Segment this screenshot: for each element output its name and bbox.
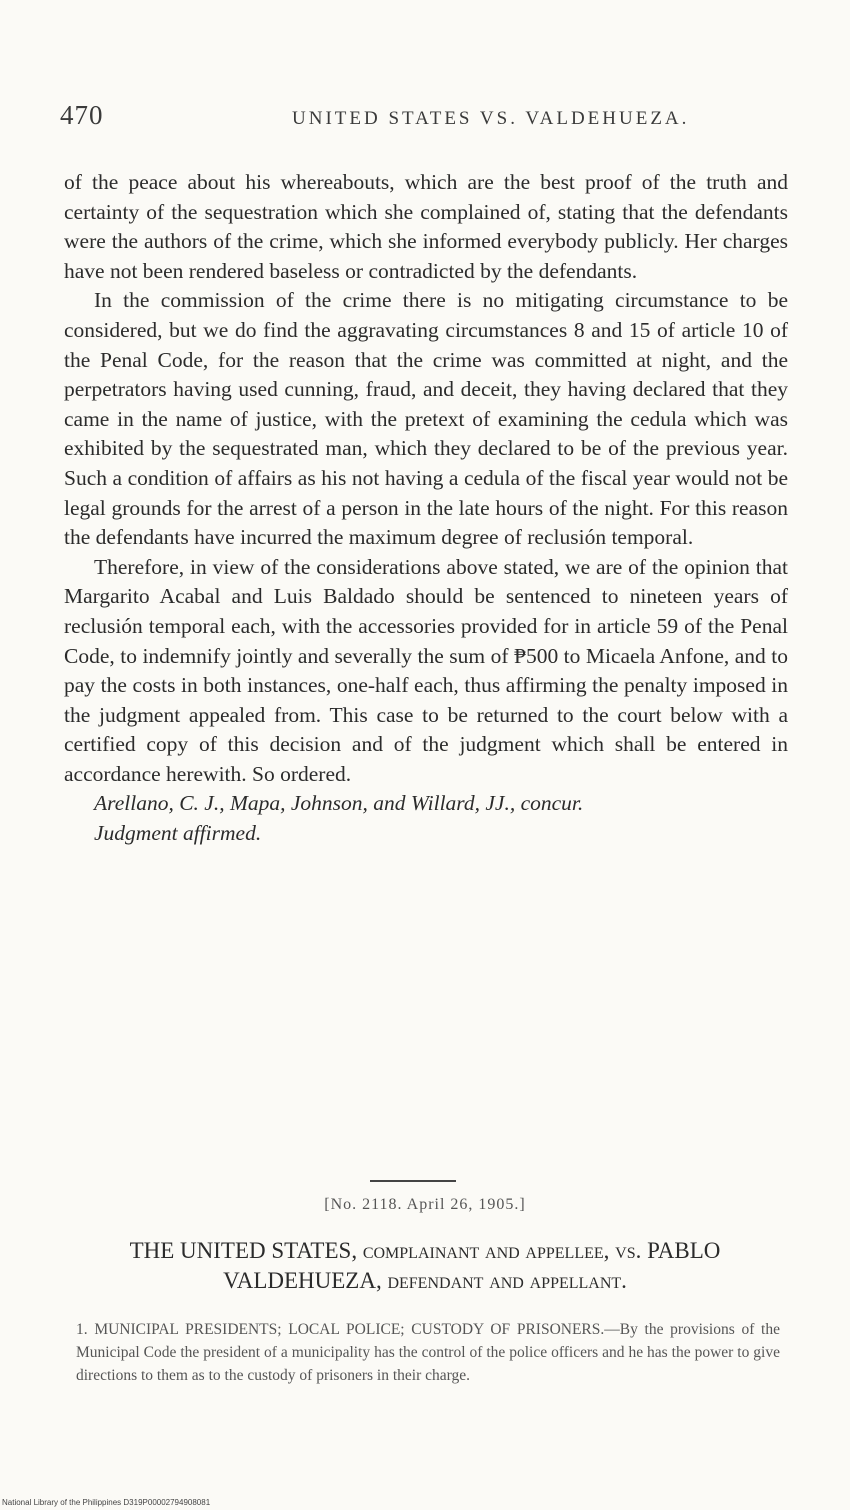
paragraph-3: Therefore, in view of the considerations above stated, we are of the opinion that Margarito Acabal and Luis Baldado should be sentenced to nineteen years of reclusión temporal each, with the accessories provided for in article 59 of the Penal Code, to indemnify jointly and severally the sum of ₱500 to Micaela Anfone, and to pay the costs in both instances, one-half each, thus affirming the penalty imposed in the judgment appealed from. This case to be returned to the court below with a certified copy of this decision and of the judgment which shall be entered in accordance herewith. So ordered. <box>64 554 788 786</box>
judgment-line: Judgment affirmed. <box>94 821 262 846</box>
concurrence-line: Arellano, C. J., Mapa, Johnson, and Willard, JJ., concur. <box>94 791 584 816</box>
section-divider <box>370 1180 456 1182</box>
paragraph-1: of the peace about his whereabouts, which are the best proof of the truth and certainty of the sequestration which she complained of, stating that the defendants were the authors of the crime, which she informed everybody publicly. Her charges have not been rendered baseless or contradicted by the defendants. <box>64 170 788 283</box>
running-title: UNITED STATES VS. VALDEHUEZA. <box>292 108 690 129</box>
syllabus-note: 1. MUNICIPAL PRESIDENTS; LOCAL POLICE; CUSTODY OF PRISONERS.—By the provisions of the Municipal Code the president of a municipality has the control of the police officers and he has the power to give directions to them as to the custody of prisoners in their charge. <box>76 1321 780 1384</box>
case-title: THE UNITED STATES, complainant and appellee, vs. PABLO VALDEHUEZA, defendant and appellant. <box>129 1238 721 1293</box>
case-number: [No. 2118. April 26, 1905.] <box>324 1196 526 1213</box>
paragraph-2: In the commission of the crime there is no mitigating circumstance to be considered, but we do find the aggravating circumstances 8 and 15 of article 10 of the Penal Code, for the reason that the crime was committed at night, and the perpetrators having used cunning, fraud, and deceit, they having declared that they came in the name of justice, with the pretext of examining the cedula which was exhibited by the sequestrated man, which they declared to be of the previous year. Such a condition of affairs as his not having a cedula of the fiscal year would not be legal grounds for the arrest of a person in the late hours of the night. For this reason the defendants have incurred the maximum degree of reclusión temporal. <box>64 288 788 550</box>
footer-credit: National Library of the Philippines D319P00002794908081 <box>2 1498 211 1507</box>
page-number: 470 <box>60 100 104 130</box>
opinion-body <box>64 168 788 849</box>
